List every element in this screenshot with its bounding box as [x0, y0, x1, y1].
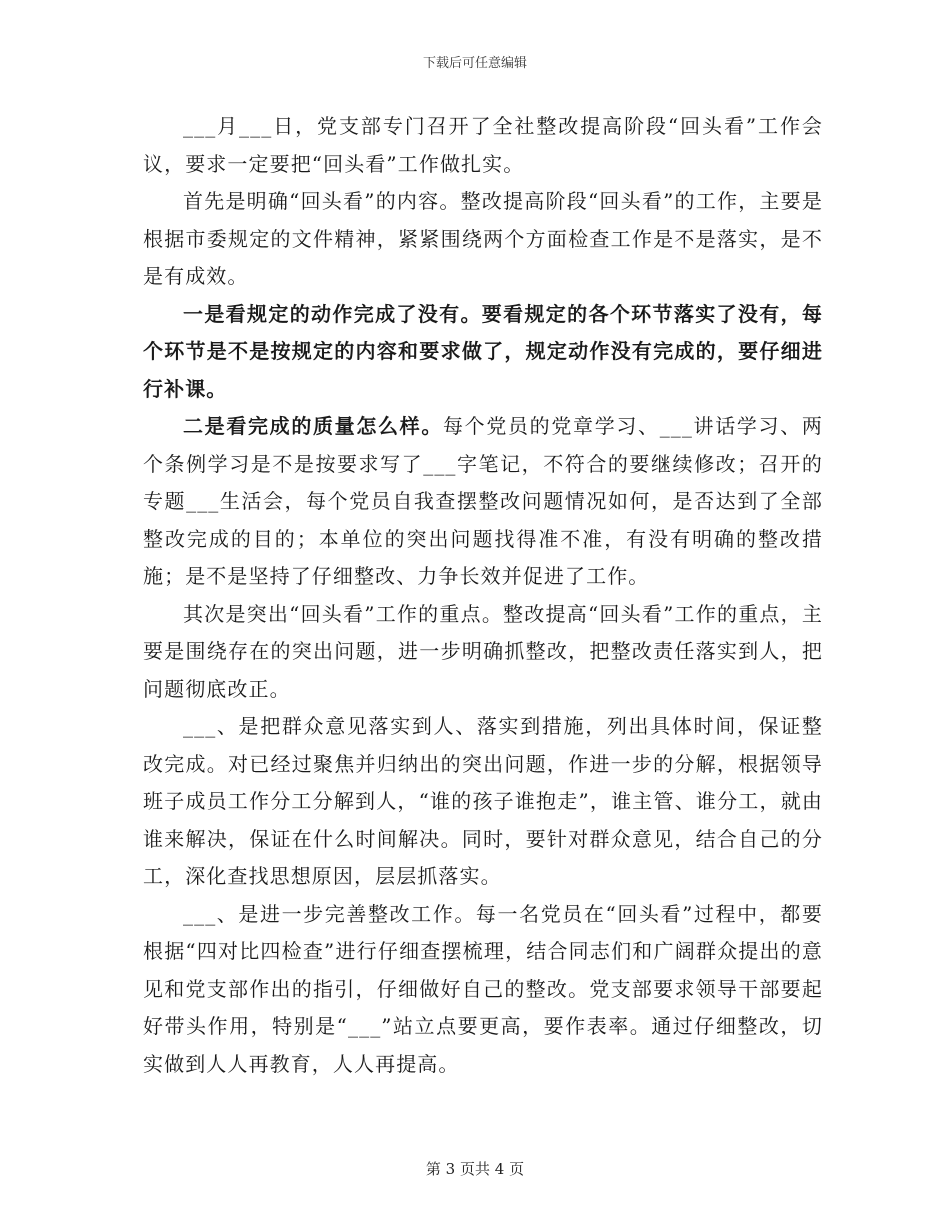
paragraph-point-two: [143, 408, 823, 596]
paragraph-point-one: 一是看规定的动作完成了没有。要看规定的各个环节落实了没有，每个环节是不是按规定的内容和要求做了，规定动作没有完成的，要仔细进行补课。: [143, 301, 823, 401]
paragraph-meeting: ___月___日，党支部专门召开了全社整改提高阶段“回头看”工作会议，要求一定要把“回头看”工作做扎实。: [143, 114, 823, 176]
paragraph-point-two-body: 每个党员的党章学习、___讲话学习、两个条例学习是不是按要求写了___字笔记，不符合的要继续修改；召开的专题___生活会，每个党员自我查摆整改问题情况如何，是否达到了全部整改完成的目的；本单位的突出问题找得准不准，有没有明确的整改措施；是不是坚持了仔细整改、力争长效并促进了工作。: [143, 414, 823, 588]
page-footer: 第 3 页共 4 页: [425, 1160, 525, 1178]
paragraph-focus: 其次是突出“回头看”工作的重点。整改提高“回头看”工作的重点，主要是围绕存在的突出问题，进一步明确抓整改，把整改责任落实到人，把问题彻底改正。: [143, 601, 823, 701]
document-body: [143, 108, 823, 1083]
paragraph-improvement: ___、是进一步完善整改工作。每一名党员在“回头看”过程中，都要根据“四对比四检查”进行仔细查摆梳理，结合同志们和广阔群众提出的意见和党支部作出的指引，仔细做好自己的整改。党支部要求领导干部要起好带头作用，特别是“___”站立点要更高，要作表率。通过仔细整改，切实做到人人再教育，人人再提高。: [143, 901, 823, 1076]
paragraph-implementation: ___、是把群众意见落实到人、落实到措施，列出具体时间，保证整改完成。对已经过聚焦并归纳出的突出问题，作进一步的分解，根据领导班子成员工作分工分解到人，“谁的孩子谁抱走”，谁主管、谁分工，就由谁来解决，保证在什么时间解决。同时，要针对群众意见，结合自己的分工，深化查找思想原因，层层抓落实。: [143, 714, 823, 888]
page-header: 下载后可任意编辑: [422, 56, 527, 71]
paragraph-point-two-lead: 二是看完成的质量怎么样。: [183, 414, 444, 438]
paragraph-content: 首先是明确“回头看”的内容。整改提高阶段“回头看”的工作，主要是根据市委规定的文件精神，紧紧围绕两个方面检查工作是不是落实，是不是有成效。: [143, 189, 823, 288]
